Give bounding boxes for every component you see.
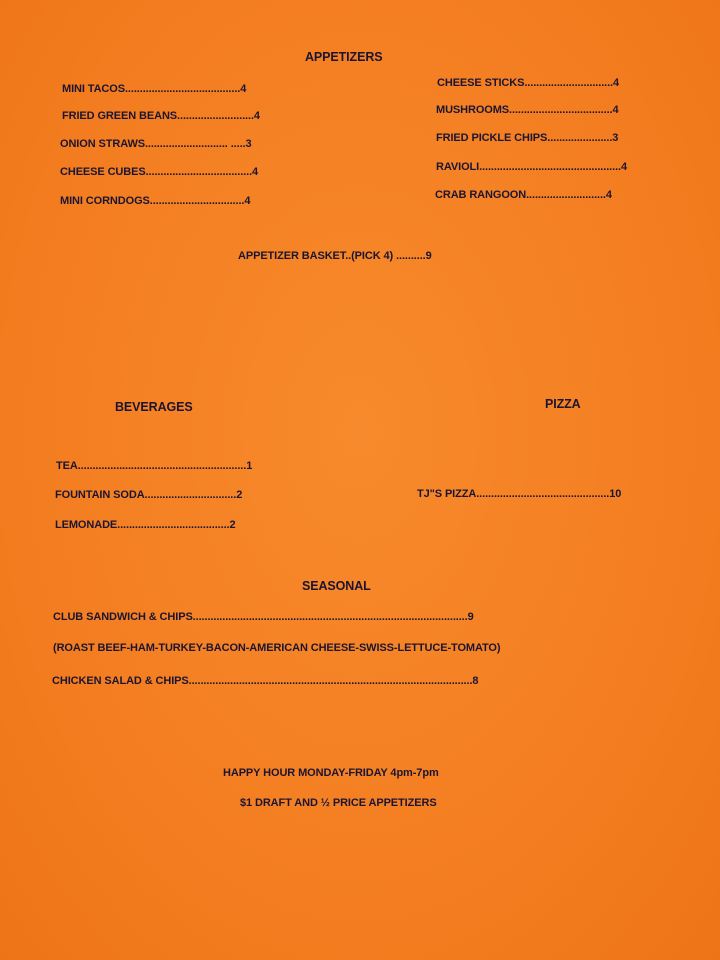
happy-hour-specials: $1 DRAFT AND ½ PRICE APPETIZERS xyxy=(240,797,437,809)
pizza-heading: PIZZA xyxy=(545,397,581,411)
menu-item-ravioli: RAVIOLI................................................4 xyxy=(436,161,628,173)
menu-item-club-sandwich: CLUB SANDWICH & CHIPS.............................................................................................9 xyxy=(53,611,474,623)
menu-item-tjs-pizza: TJ"S PIZZA.............................................10 xyxy=(417,488,622,500)
menu-item-mushrooms: MUSHROOMS...................................4 xyxy=(436,104,619,116)
menu-item-cheese-sticks: CHEESE STICKS..............................4 xyxy=(437,77,620,89)
menu-item-mini-corndogs: MINI CORNDOGS................................4 xyxy=(60,195,251,207)
appetizers-heading: APPETIZERS xyxy=(305,50,383,64)
menu-item-tea: TEA.........................................................1 xyxy=(56,460,253,472)
menu-item-appetizer-basket: APPETIZER BASKET..(PICK 4) ..........9 xyxy=(238,250,432,262)
beverages-heading: BEVERAGES xyxy=(115,400,193,414)
menu-item-club-sandwich-description: (ROAST BEEF-HAM-TURKEY-BACON-AMERICAN CHEESE-SWISS-LETTUCE-TOMATO) xyxy=(53,642,501,654)
menu-item-onion-straws: ONION STRAWS............................ .....3 xyxy=(60,138,252,150)
seasonal-heading: SEASONAL xyxy=(302,579,371,593)
happy-hour-line: HAPPY HOUR MONDAY-FRIDAY 4pm-7pm xyxy=(223,767,439,779)
menu-item-crab-rangoon: CRAB RANGOON...........................4 xyxy=(435,189,612,201)
menu-item-cheese-cubes: CHEESE CUBES....................................4 xyxy=(60,166,259,178)
menu-item-fried-pickle-chips: FRIED PICKLE CHIPS......................3 xyxy=(436,132,619,144)
menu-item-fountain-soda: FOUNTAIN SODA...............................2 xyxy=(55,489,243,501)
menu-item-fried-green-beans: FRIED GREEN BEANS..........................4 xyxy=(62,110,260,122)
menu-item-lemonade: LEMONADE......................................2 xyxy=(55,519,236,531)
menu-item-chicken-salad: CHICKEN SALAD & CHIPS................................................................................................8 xyxy=(52,675,479,687)
menu-item-mini-tacos: MINI TACOS.......................................4 xyxy=(62,83,247,95)
